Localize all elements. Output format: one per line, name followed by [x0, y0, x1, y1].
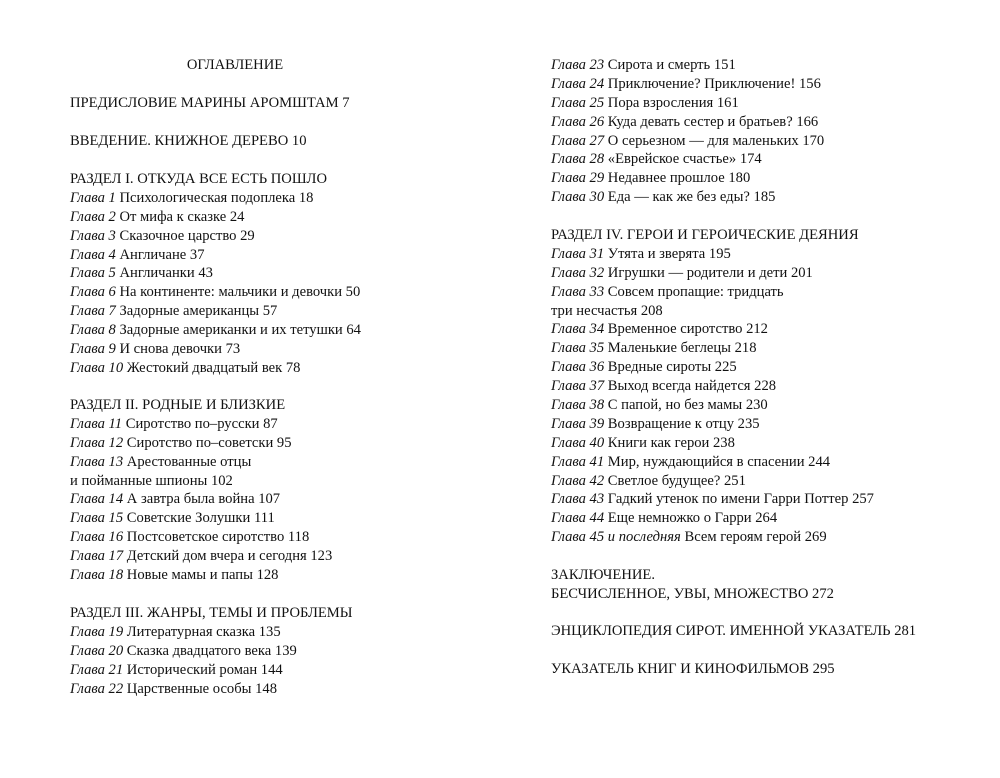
chapter-label: Глава 27	[551, 132, 605, 149]
encyclopedia-line: ЭНЦИКЛОПЕДИЯ СИРОТ. ИМЕННОЙ УКАЗАТЕЛЬ 281	[551, 623, 917, 639]
chapter-title: О серьезном — для маленьких 170	[604, 132, 825, 149]
chapter-title: Детский дом вчера и сегодня 123	[123, 548, 333, 565]
chapter-label: Глава 3	[70, 227, 116, 244]
chapter-label: Глава 35	[551, 340, 605, 357]
chapter-continuation: и пойманные шпионы 102	[70, 472, 233, 489]
chapter-line	[70, 227, 361, 246]
chapter-line	[70, 208, 361, 227]
chapter-title: Мир, нуждающийся в спасении 244	[604, 453, 831, 470]
chapter-line	[551, 320, 874, 339]
chapter-title: Игрушки — родители и дети 201	[604, 264, 813, 281]
chapter-label: Глава 12	[70, 434, 124, 451]
chapter-line	[70, 283, 361, 302]
chapter-line	[551, 415, 874, 434]
chapter-line	[70, 264, 361, 283]
chapter-title: Новые мамы и папы 128	[123, 567, 279, 584]
chapter-title: Гадкий утенок по имени Гарри Поттер 257	[604, 491, 874, 508]
chapter-label: Глава 7	[70, 303, 116, 320]
chapter-title: От мифа к сказке 24	[115, 208, 245, 225]
chapter-line	[551, 490, 874, 509]
section-2	[70, 396, 332, 585]
introduction-line: ВВЕДЕНИЕ. КНИЖНОЕ ДЕРЕВО 10	[70, 133, 307, 149]
chapter-label: Глава 22	[70, 680, 124, 697]
chapter-label: Глава 33	[551, 283, 605, 300]
chapter-title: Недавнее прошлое 180	[604, 170, 751, 187]
chapter-label: Глава 11	[70, 415, 123, 432]
chapter-title: Сиротство по–советски 95	[123, 434, 292, 451]
chapter-label: Глава 1	[70, 189, 116, 206]
chapter-title: Куда девать сестер и братьев? 166	[604, 113, 819, 130]
chapter-line	[551, 528, 874, 547]
preface-line: ПРЕДИСЛОВИЕ МАРИНЫ АРОМШТАМ 7	[70, 95, 350, 111]
chapter-line	[70, 623, 353, 642]
chapter-line	[70, 547, 332, 566]
chapter-line	[551, 56, 824, 75]
chapter-line	[70, 340, 361, 359]
chapter-title: Сказочное царство 29	[115, 227, 255, 244]
chapter-title: Утята и зверята 195	[604, 245, 731, 262]
chapter-line	[70, 321, 361, 340]
chapter-label: Глава 14	[70, 491, 124, 508]
chapter-label: Глава 34	[551, 321, 605, 338]
chapter-label: Глава 4	[70, 246, 116, 263]
chapter-continuation: три несчастья 208	[551, 302, 663, 319]
chapter-title: Советские Золушки 111	[123, 510, 275, 527]
chapter-label: Глава 24	[551, 75, 605, 92]
chapter-title: На континенте: мальчики и девочки 50	[115, 284, 361, 301]
chapter-line	[70, 528, 332, 547]
chapter-line	[70, 490, 332, 509]
chapter-label: Глава 18	[70, 567, 124, 584]
chapter-title: Возвращение к отцу 235	[604, 415, 760, 432]
chapter-line	[551, 283, 874, 302]
chapter-line	[70, 302, 361, 321]
chapter-title: Задорные американки и их тетушки 64	[115, 322, 361, 339]
chapter-title: Исторический роман 144	[123, 661, 283, 678]
chapter-title: Задорные американцы 57	[115, 303, 278, 320]
chapter-title: Маленькие беглецы 218	[604, 340, 757, 357]
chapter-title: Англичане 37	[115, 246, 205, 263]
toc-entry-preface	[70, 94, 350, 113]
chapter-line	[70, 509, 332, 528]
chapter-line	[551, 94, 824, 113]
index-books-line: УКАЗАТЕЛЬ КНИГ И КИНОФИЛЬМОВ 295	[551, 661, 835, 677]
chapter-line	[70, 566, 332, 585]
chapter-title: Сказка двадцатого века 139	[123, 642, 297, 659]
chapter-title: Пора взросления 161	[604, 94, 739, 111]
toc-entry-conclusion	[551, 566, 834, 604]
chapter-label: Глава 29	[551, 170, 605, 187]
chapter-title: С папой, но без мамы 230	[604, 397, 768, 414]
chapter-line	[70, 415, 332, 434]
chapter-line	[551, 113, 824, 132]
chapter-line	[551, 396, 874, 415]
chapter-label: Глава 5	[70, 265, 116, 282]
chapter-line	[551, 358, 874, 377]
chapter-label: Глава 32	[551, 264, 605, 281]
chapter-title: Светлое будущее? 251	[604, 472, 746, 489]
chapter-line	[70, 359, 361, 378]
chapter-line	[551, 434, 874, 453]
chapter-line	[70, 680, 353, 699]
section-4	[551, 226, 874, 547]
chapter-line	[70, 189, 361, 208]
chapter-line	[551, 377, 874, 396]
chapter-label: Глава 44	[551, 510, 605, 527]
chapter-label: Глава 10	[70, 359, 124, 376]
chapter-title: Арестованные отцы	[123, 453, 252, 470]
chapter-title: Постсоветское сиротство 118	[123, 529, 310, 546]
section-1	[70, 170, 361, 378]
chapter-line	[551, 245, 874, 264]
chapter-title: И снова девочки 73	[115, 341, 241, 358]
chapter-label: Глава 8	[70, 322, 116, 339]
chapter-line	[551, 453, 874, 472]
chapter-label: Глава 45 и последняя	[551, 529, 681, 546]
chapter-label: Глава 41	[551, 453, 605, 470]
toc-entry-index-books	[551, 660, 835, 679]
chapter-label: Глава 17	[70, 548, 124, 565]
chapter-label: Глава 9	[70, 341, 116, 358]
chapter-line	[551, 509, 874, 528]
chapter-label: Глава 31	[551, 245, 605, 262]
chapter-title: Еда — как же без еды? 185	[604, 189, 776, 206]
section-heading: РАЗДЕЛ II. РОДНЫЕ И БЛИЗКИЕ	[70, 397, 286, 413]
chapter-label: Глава 6	[70, 284, 116, 301]
chapter-label: Глава 30	[551, 189, 605, 206]
chapter-line	[70, 434, 332, 453]
chapter-title: Сиротство по–русски 87	[122, 415, 278, 432]
chapter-line	[70, 453, 332, 472]
chapter-label: Глава 20	[70, 642, 124, 659]
chapter-line	[551, 188, 824, 207]
chapter-label: Глава 36	[551, 359, 605, 376]
chapter-label: Глава 25	[551, 94, 605, 111]
chapter-title: Еще немножко о Гарри 264	[604, 510, 778, 527]
chapter-line	[70, 246, 361, 265]
chapter-title: Литературная сказка 135	[123, 623, 281, 640]
chapter-title: Всем героям герой 269	[680, 529, 827, 546]
chapter-label: Глава 43	[551, 491, 605, 508]
chapter-line	[70, 642, 353, 661]
chapter-label: Глава 16	[70, 529, 124, 546]
chapter-line	[551, 150, 824, 169]
chapter-title: Вредные сироты 225	[604, 359, 737, 376]
chapter-label: Глава 15	[70, 510, 124, 527]
chapter-title: А завтра была война 107	[123, 491, 281, 508]
chapter-title: Психологическая подоплека 18	[115, 189, 314, 206]
section-heading: РАЗДЕЛ I. ОТКУДА ВСЕ ЕСТЬ ПОШЛО	[70, 171, 327, 187]
chapter-title: «Еврейское счастье» 174	[604, 151, 762, 168]
chapter-title: Совсем пропащие: тридцать	[604, 283, 784, 300]
page-title: ОГЛАВЛЕНИЕ	[186, 57, 284, 73]
conclusion-line-1: ЗАКЛЮЧЕНИЕ.	[551, 567, 655, 583]
chapter-label: Глава 39	[551, 415, 605, 432]
section-3	[70, 604, 353, 698]
chapter-title: Книги как герои 238	[604, 434, 735, 451]
section-3-continued	[551, 56, 824, 207]
chapter-title: Временное сиротство 212	[604, 321, 768, 338]
chapter-label: Глава 13	[70, 453, 124, 470]
chapter-label: Глава 42	[551, 472, 605, 489]
chapter-title: Приключение? Приключение! 156	[604, 75, 821, 92]
chapter-line	[551, 132, 824, 151]
chapter-label: Глава 2	[70, 208, 116, 225]
chapter-title: Царственные особы 148	[123, 680, 277, 697]
chapter-line	[551, 169, 824, 188]
chapter-title: Сирота и смерть 151	[604, 57, 736, 73]
conclusion-line-2: БЕСЧИСЛЕННОЕ, УВЫ, МНОЖЕСТВО 272	[551, 585, 834, 602]
chapter-label: Глава 40	[551, 434, 605, 451]
chapter-title: Выход всегда найдется 228	[604, 378, 777, 395]
section-heading: РАЗДЕЛ IV. ГЕРОИ И ГЕРОИЧЕСКИЕ ДЕЯНИЯ	[551, 227, 859, 243]
chapter-line	[70, 661, 353, 680]
chapter-label: Глава 19	[70, 623, 124, 640]
chapter-line	[551, 75, 824, 94]
toc-entry-introduction	[70, 132, 307, 151]
chapter-label: Глава 21	[70, 661, 124, 678]
chapter-label: Глава 28	[551, 151, 605, 168]
chapter-label: Глава 23	[551, 57, 605, 73]
chapter-line	[551, 472, 874, 491]
chapter-line	[551, 264, 874, 283]
section-heading: РАЗДЕЛ III. ЖАНРЫ, ТЕМЫ И ПРОБЛЕМЫ	[70, 605, 353, 621]
chapter-title: Жестокий двадцатый век 78	[123, 359, 301, 376]
chapter-label: Глава 38	[551, 397, 605, 414]
chapter-line	[551, 339, 874, 358]
chapter-label: Глава 37	[551, 378, 605, 395]
chapter-title: Англичанки 43	[115, 265, 213, 282]
chapter-label: Глава 26	[551, 113, 605, 130]
toc-entry-encyclopedia	[551, 622, 916, 641]
